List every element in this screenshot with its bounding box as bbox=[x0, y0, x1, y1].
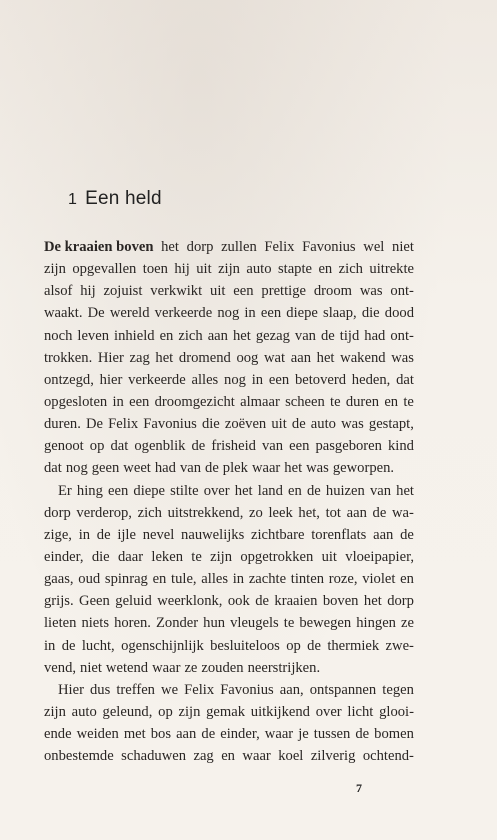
text-line bbox=[44, 369, 414, 391]
word: kind bbox=[388, 438, 414, 455]
word: leken bbox=[151, 548, 183, 565]
word: ogenblik bbox=[134, 438, 186, 455]
word: alsof bbox=[44, 283, 73, 300]
word: niets bbox=[81, 615, 110, 632]
word: die bbox=[201, 416, 220, 433]
word: kraaien bbox=[274, 593, 318, 610]
word: en bbox=[159, 327, 174, 344]
word: een bbox=[289, 438, 310, 455]
word: nauwelijks bbox=[181, 526, 245, 543]
text-line bbox=[44, 236, 414, 258]
word: de bbox=[96, 526, 111, 543]
word: plek bbox=[222, 460, 248, 477]
word: aan bbox=[346, 504, 367, 521]
word: de bbox=[191, 438, 206, 455]
word: niet bbox=[392, 239, 414, 255]
word: trokken. bbox=[44, 349, 93, 366]
word: zijn bbox=[44, 703, 66, 720]
word: ook bbox=[227, 593, 250, 610]
word: ze bbox=[184, 659, 198, 676]
word: geen bbox=[91, 460, 120, 477]
word: gezag bbox=[255, 327, 290, 344]
word: de bbox=[306, 482, 321, 499]
word: leven bbox=[77, 327, 109, 344]
word: vend, bbox=[44, 659, 77, 676]
word: ont- bbox=[390, 283, 414, 300]
word: spinrag bbox=[104, 571, 148, 588]
word: stilte bbox=[170, 482, 199, 499]
text-line bbox=[44, 635, 414, 657]
word: zouden bbox=[201, 659, 244, 676]
word: dorp bbox=[44, 504, 71, 521]
text-line bbox=[44, 457, 414, 479]
word: en bbox=[318, 261, 333, 278]
word: zachte bbox=[248, 571, 287, 588]
word: lieten bbox=[44, 615, 77, 632]
word: inhield bbox=[114, 327, 155, 344]
word: het bbox=[232, 327, 251, 344]
word: slaap, bbox=[323, 305, 357, 322]
word: heden, bbox=[351, 371, 391, 388]
word: zwe- bbox=[385, 637, 414, 654]
word: het bbox=[155, 349, 174, 366]
word: een bbox=[268, 371, 290, 388]
word: dus bbox=[90, 681, 111, 698]
page-number: 7 bbox=[356, 781, 362, 795]
word: was bbox=[359, 283, 383, 300]
word: uitkijkend bbox=[250, 703, 310, 720]
word: geworpen. bbox=[332, 460, 395, 477]
word: ze bbox=[401, 615, 414, 632]
text-line bbox=[44, 325, 414, 347]
word: uit bbox=[321, 548, 337, 565]
text-line bbox=[44, 280, 414, 302]
word: had bbox=[154, 460, 176, 477]
word: en bbox=[384, 393, 399, 410]
word: aan bbox=[207, 327, 228, 344]
word: vleugels bbox=[230, 615, 279, 632]
word: prettige bbox=[261, 283, 306, 300]
text-line bbox=[44, 701, 414, 723]
word: scheen bbox=[285, 393, 325, 410]
word: bewegen bbox=[299, 615, 352, 632]
word: treffen bbox=[116, 681, 155, 698]
text-line bbox=[44, 302, 414, 324]
word: die bbox=[361, 305, 380, 322]
word: leek bbox=[268, 504, 293, 521]
word: wat bbox=[264, 349, 286, 366]
word: ende bbox=[44, 726, 72, 743]
word: opgevallen bbox=[72, 261, 137, 278]
word: grijs. bbox=[44, 593, 74, 610]
text-line bbox=[44, 546, 414, 568]
word: en bbox=[288, 482, 302, 499]
word: gaas, bbox=[44, 571, 74, 588]
word: neerstrijken. bbox=[247, 659, 321, 676]
word: te bbox=[191, 548, 202, 565]
word: Favonius bbox=[220, 681, 274, 698]
word: droom bbox=[313, 283, 352, 300]
word: aan bbox=[290, 349, 311, 366]
word: het bbox=[234, 482, 253, 499]
word: waakt. bbox=[44, 305, 83, 322]
word: besluiteloos bbox=[210, 637, 280, 654]
word: van bbox=[369, 482, 392, 499]
word: Er bbox=[58, 482, 72, 499]
chapter-title: Een held bbox=[85, 188, 162, 209]
word: alles bbox=[201, 571, 229, 588]
word: dorp bbox=[186, 239, 214, 255]
word: verderop, bbox=[76, 504, 132, 521]
word: auto bbox=[71, 703, 97, 720]
word: ontzegd, bbox=[44, 371, 94, 388]
word: op bbox=[158, 703, 173, 720]
word: ont- bbox=[390, 327, 414, 344]
word: over bbox=[315, 703, 342, 720]
word: had bbox=[364, 327, 386, 344]
word: zijn bbox=[44, 261, 66, 278]
word: einder, bbox=[220, 726, 260, 743]
word: in bbox=[232, 571, 245, 588]
text-line bbox=[44, 391, 414, 413]
text-line bbox=[44, 568, 414, 590]
word: zich bbox=[137, 504, 162, 521]
word: de bbox=[201, 726, 216, 743]
word: aan bbox=[373, 526, 394, 543]
word: uit bbox=[210, 283, 226, 300]
word: ijle bbox=[117, 526, 136, 543]
text-line bbox=[44, 347, 414, 369]
word: zojuist bbox=[103, 283, 143, 300]
word: uitstrekkend, bbox=[167, 504, 244, 521]
word: genoot bbox=[44, 438, 84, 455]
text-line bbox=[44, 524, 414, 546]
word: dat bbox=[44, 460, 62, 477]
word: Hier bbox=[97, 349, 124, 366]
word: duren bbox=[345, 393, 380, 410]
word: dood bbox=[384, 305, 414, 322]
word: tussen bbox=[313, 726, 351, 743]
word: hij bbox=[80, 283, 96, 300]
word: gemak bbox=[206, 703, 246, 720]
word: tule, bbox=[171, 571, 197, 588]
text-line bbox=[44, 612, 414, 634]
word: nog bbox=[217, 305, 240, 322]
word: op bbox=[89, 438, 105, 455]
word: Felix bbox=[184, 681, 215, 698]
word: torenflats bbox=[311, 526, 367, 543]
word: in bbox=[78, 526, 91, 543]
text-line bbox=[44, 480, 414, 502]
word: de bbox=[400, 526, 414, 543]
word: roze, bbox=[328, 571, 358, 588]
word: was bbox=[306, 460, 329, 477]
word: land bbox=[257, 482, 283, 499]
word: einder, bbox=[44, 548, 84, 565]
word: weet bbox=[123, 460, 151, 477]
word: huizen bbox=[325, 482, 365, 499]
word: onbestemde bbox=[44, 748, 114, 765]
word: nog bbox=[224, 371, 246, 388]
word: hij bbox=[174, 261, 190, 278]
text-line bbox=[44, 723, 414, 745]
word: boven bbox=[322, 593, 359, 610]
word: het bbox=[161, 239, 179, 255]
word: nog bbox=[65, 460, 88, 477]
word: je bbox=[298, 726, 309, 743]
word: was bbox=[391, 349, 414, 366]
word: tinten bbox=[290, 571, 325, 588]
word: verkeerde bbox=[128, 371, 186, 388]
word: het, bbox=[298, 504, 320, 521]
chapter-heading bbox=[68, 188, 162, 210]
word: aan, bbox=[279, 681, 304, 698]
word: koel bbox=[278, 748, 304, 765]
word: zilverig bbox=[310, 748, 356, 765]
word: gestapt, bbox=[368, 416, 414, 433]
word: Felix bbox=[108, 416, 139, 433]
word: Favonius bbox=[143, 416, 197, 433]
word: was bbox=[341, 416, 364, 433]
word: de bbox=[61, 637, 76, 654]
word: uitrekte bbox=[369, 261, 414, 278]
word: De bbox=[86, 416, 104, 433]
word: lucht, bbox=[81, 637, 115, 654]
word: oud bbox=[78, 571, 101, 588]
text-line bbox=[44, 413, 414, 435]
word: violet bbox=[362, 571, 396, 588]
word: droomgezicht bbox=[154, 393, 235, 410]
word: zag bbox=[193, 748, 214, 765]
body-text bbox=[44, 236, 414, 767]
word: van bbox=[179, 460, 202, 477]
word: betoverd bbox=[294, 371, 346, 388]
word: hing bbox=[76, 482, 103, 499]
word: oog bbox=[236, 349, 259, 366]
text-line bbox=[44, 745, 414, 767]
word: wakend bbox=[340, 349, 386, 366]
word: glooi- bbox=[379, 703, 414, 720]
word: auto bbox=[310, 416, 336, 433]
word: zijn bbox=[178, 703, 201, 720]
word: opgesloten bbox=[44, 393, 108, 410]
word: en bbox=[400, 571, 414, 588]
word: het bbox=[363, 593, 382, 610]
word: op bbox=[286, 637, 301, 654]
word: tegen bbox=[382, 681, 414, 698]
word: in bbox=[44, 637, 56, 654]
word: opgetrokken bbox=[240, 548, 314, 565]
word: waar bbox=[242, 748, 271, 765]
word: bomen bbox=[374, 726, 414, 743]
word: daar bbox=[117, 548, 144, 565]
word: ogenschijnlijk bbox=[121, 637, 204, 654]
word: dromend bbox=[178, 349, 231, 366]
word: wereld bbox=[109, 305, 150, 322]
word: De bbox=[87, 305, 105, 322]
text-line bbox=[44, 679, 414, 701]
word: in bbox=[251, 371, 264, 388]
word: dat bbox=[396, 371, 414, 388]
word: verkeerde bbox=[154, 305, 213, 322]
word: hun bbox=[203, 615, 226, 632]
chapter-number: 1 bbox=[68, 191, 78, 208]
word: en bbox=[221, 748, 235, 765]
word: vloeipapier, bbox=[345, 548, 414, 565]
word: thermiek bbox=[327, 637, 380, 654]
word: niet bbox=[80, 659, 102, 676]
word: in bbox=[244, 305, 256, 322]
word: Felix bbox=[264, 239, 295, 255]
lead-bold-text: De kraaien boven bbox=[44, 239, 154, 255]
word: een bbox=[233, 283, 254, 300]
word: uit bbox=[196, 261, 212, 278]
word: het bbox=[284, 460, 303, 477]
word: de bbox=[255, 593, 269, 610]
text-line bbox=[44, 590, 414, 612]
word: te bbox=[283, 615, 295, 632]
word: zijn bbox=[210, 548, 233, 565]
word: de bbox=[372, 504, 387, 521]
word: hingen bbox=[356, 615, 396, 632]
text-line bbox=[44, 502, 414, 524]
word: weerklonk, bbox=[157, 593, 223, 610]
word: bos bbox=[150, 726, 172, 743]
word: de bbox=[320, 327, 335, 344]
word: auto bbox=[246, 261, 272, 278]
word: nevel bbox=[142, 526, 175, 543]
word: uit bbox=[271, 416, 287, 433]
word: met bbox=[123, 726, 146, 743]
word: licht bbox=[347, 703, 374, 720]
word: weiden bbox=[76, 726, 119, 743]
word: een bbox=[108, 482, 129, 499]
word: zich bbox=[338, 261, 363, 278]
word: zijn bbox=[218, 261, 240, 278]
word: van bbox=[294, 327, 316, 344]
word: een bbox=[260, 305, 282, 322]
word: almaar bbox=[240, 393, 280, 410]
word: waar bbox=[152, 659, 181, 676]
word: de bbox=[307, 637, 321, 654]
word: geluid bbox=[115, 593, 152, 610]
word: noch bbox=[44, 327, 73, 344]
word: duren. bbox=[44, 416, 81, 433]
word: waar bbox=[251, 460, 281, 477]
word: Zonder bbox=[155, 615, 199, 632]
word: dorp bbox=[387, 593, 414, 610]
word: een bbox=[129, 393, 150, 410]
word: over bbox=[203, 482, 230, 499]
word: horen. bbox=[114, 615, 151, 632]
word: diepe bbox=[133, 482, 166, 499]
word: in bbox=[112, 393, 124, 410]
word: te bbox=[403, 393, 414, 410]
word: het bbox=[316, 349, 335, 366]
word: we bbox=[161, 681, 179, 698]
word: hier bbox=[99, 371, 123, 388]
text-line bbox=[44, 657, 414, 679]
word: ontspannen bbox=[309, 681, 377, 698]
word: ochtend- bbox=[362, 748, 414, 765]
word: Favonius bbox=[302, 239, 356, 255]
word: van bbox=[262, 438, 284, 455]
text-line bbox=[44, 435, 414, 457]
word: wel bbox=[363, 239, 385, 255]
word: wetend bbox=[105, 659, 149, 676]
word: verkwikt bbox=[150, 283, 203, 300]
word: zichtbare bbox=[251, 526, 305, 543]
word: zige, bbox=[44, 526, 72, 543]
word: zo bbox=[249, 504, 263, 521]
word: de bbox=[291, 416, 306, 433]
word: aan bbox=[176, 726, 197, 743]
word: Hier bbox=[58, 681, 84, 698]
word: Geen bbox=[79, 593, 110, 610]
word: de bbox=[205, 460, 219, 477]
word: te bbox=[330, 393, 341, 410]
word: zag bbox=[129, 349, 150, 366]
word: zoëven bbox=[224, 416, 267, 433]
word: toen bbox=[142, 261, 168, 278]
word: dat bbox=[110, 438, 129, 455]
word: de bbox=[355, 726, 370, 743]
text-line bbox=[44, 258, 414, 280]
word: pasgeboren bbox=[315, 438, 382, 455]
word: wa- bbox=[391, 504, 414, 521]
word: alles bbox=[191, 371, 219, 388]
word: diepe bbox=[286, 305, 318, 322]
word: en bbox=[152, 571, 167, 588]
word: zullen bbox=[221, 239, 257, 255]
word: waar bbox=[264, 726, 294, 743]
word: zich bbox=[178, 327, 203, 344]
word: stapte bbox=[277, 261, 313, 278]
word: frisheid bbox=[211, 438, 256, 455]
word: het bbox=[396, 482, 414, 499]
word: geleund, bbox=[102, 703, 153, 720]
word: tijd bbox=[339, 327, 360, 344]
word: die bbox=[91, 548, 110, 565]
word: tot bbox=[325, 504, 341, 521]
word: schaduwen bbox=[121, 748, 187, 765]
